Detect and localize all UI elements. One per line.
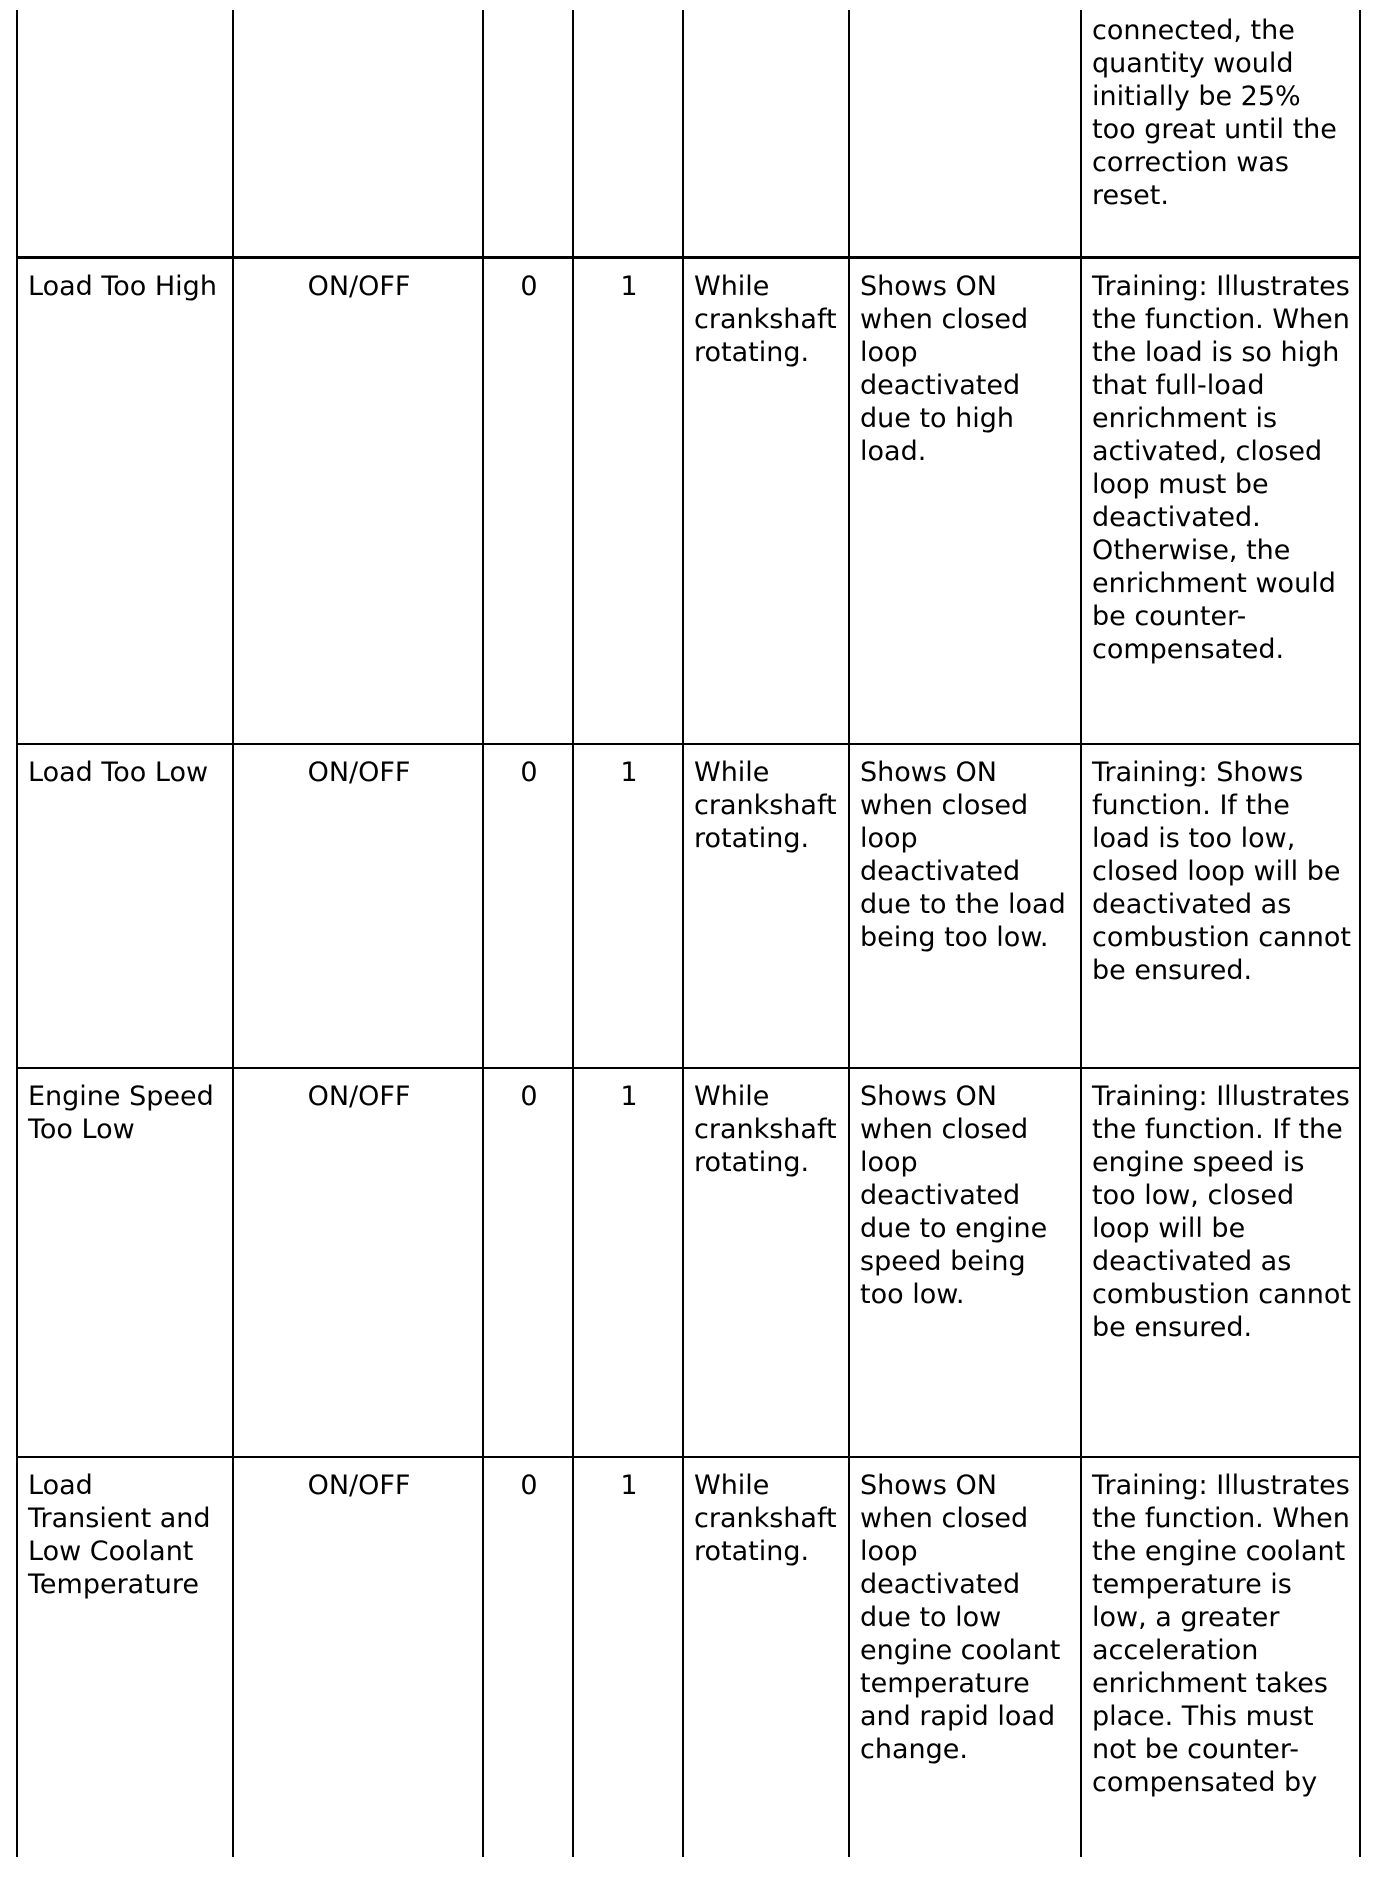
description-cell: Shows ON when closed loop deactivated due to the load being too low. — [849, 744, 1081, 1068]
units-cell — [233, 10, 483, 257]
condition-cell: While crankshaft rotating. — [683, 744, 849, 1068]
notes-cell: Training: Illustrates the function. When the load is so high that full-load enrichment is activated, closed loop must be deactivated. Otherwise, the enrichment would be counter-compensated. — [1081, 257, 1360, 744]
min-value-cell: 0 — [483, 744, 573, 1068]
min-value-cell — [483, 10, 573, 257]
description-cell: Shows ON when closed loop deactivated due to low engine coolant temperature and rapid load change. — [849, 1457, 1081, 1857]
table-row — [17, 1457, 1360, 1857]
units-cell: ON/OFF — [233, 1457, 483, 1857]
parameter-table — [16, 10, 1361, 1857]
condition-cell: While crankshaft rotating. — [683, 257, 849, 744]
table-row — [17, 744, 1360, 1068]
min-value-cell: 0 — [483, 1068, 573, 1457]
parameter-name-cell: Load Too Low — [17, 744, 233, 1068]
max-value-cell: 1 — [573, 1457, 683, 1857]
notes-cell: Training: Shows function. If the load is too low, closed loop will be deactivated as combustion cannot be ensured. — [1081, 744, 1360, 1068]
description-cell: Shows ON when closed loop deactivated due to engine speed being too low. — [849, 1068, 1081, 1457]
parameter-name-cell: Load Transient and Low Coolant Temperature — [17, 1457, 233, 1857]
condition-cell — [683, 10, 849, 257]
max-value-cell: 1 — [573, 257, 683, 744]
min-value-cell: 0 — [483, 257, 573, 744]
description-cell — [849, 10, 1081, 257]
max-value-cell — [573, 10, 683, 257]
parameter-name-cell: Load Too High — [17, 257, 233, 744]
units-cell: ON/OFF — [233, 1068, 483, 1457]
table-row — [17, 10, 1360, 257]
condition-cell: While crankshaft rotating. — [683, 1457, 849, 1857]
max-value-cell: 1 — [573, 1068, 683, 1457]
units-cell: ON/OFF — [233, 744, 483, 1068]
table-row — [17, 1068, 1360, 1457]
condition-cell: While crankshaft rotating. — [683, 1068, 849, 1457]
parameter-name-cell: Engine Speed Too Low — [17, 1068, 233, 1457]
max-value-cell: 1 — [573, 744, 683, 1068]
description-cell: Shows ON when closed loop deactivated due to high load. — [849, 257, 1081, 744]
units-cell: ON/OFF — [233, 257, 483, 744]
notes-cell: Training: Illustrates the function. When the engine coolant temperature is low, a greater acceleration enrichment takes place. This must not be counter-compensated by — [1081, 1457, 1360, 1857]
notes-cell: connected, the quantity would initially be 25% too great until the correction was reset. — [1081, 10, 1360, 257]
table-row — [17, 257, 1360, 744]
notes-cell: Training: Illustrates the function. If the engine speed is too low, closed loop will be deactivated as combustion cannot be ensured. — [1081, 1068, 1360, 1457]
min-value-cell: 0 — [483, 1457, 573, 1857]
parameter-name-cell — [17, 10, 233, 257]
